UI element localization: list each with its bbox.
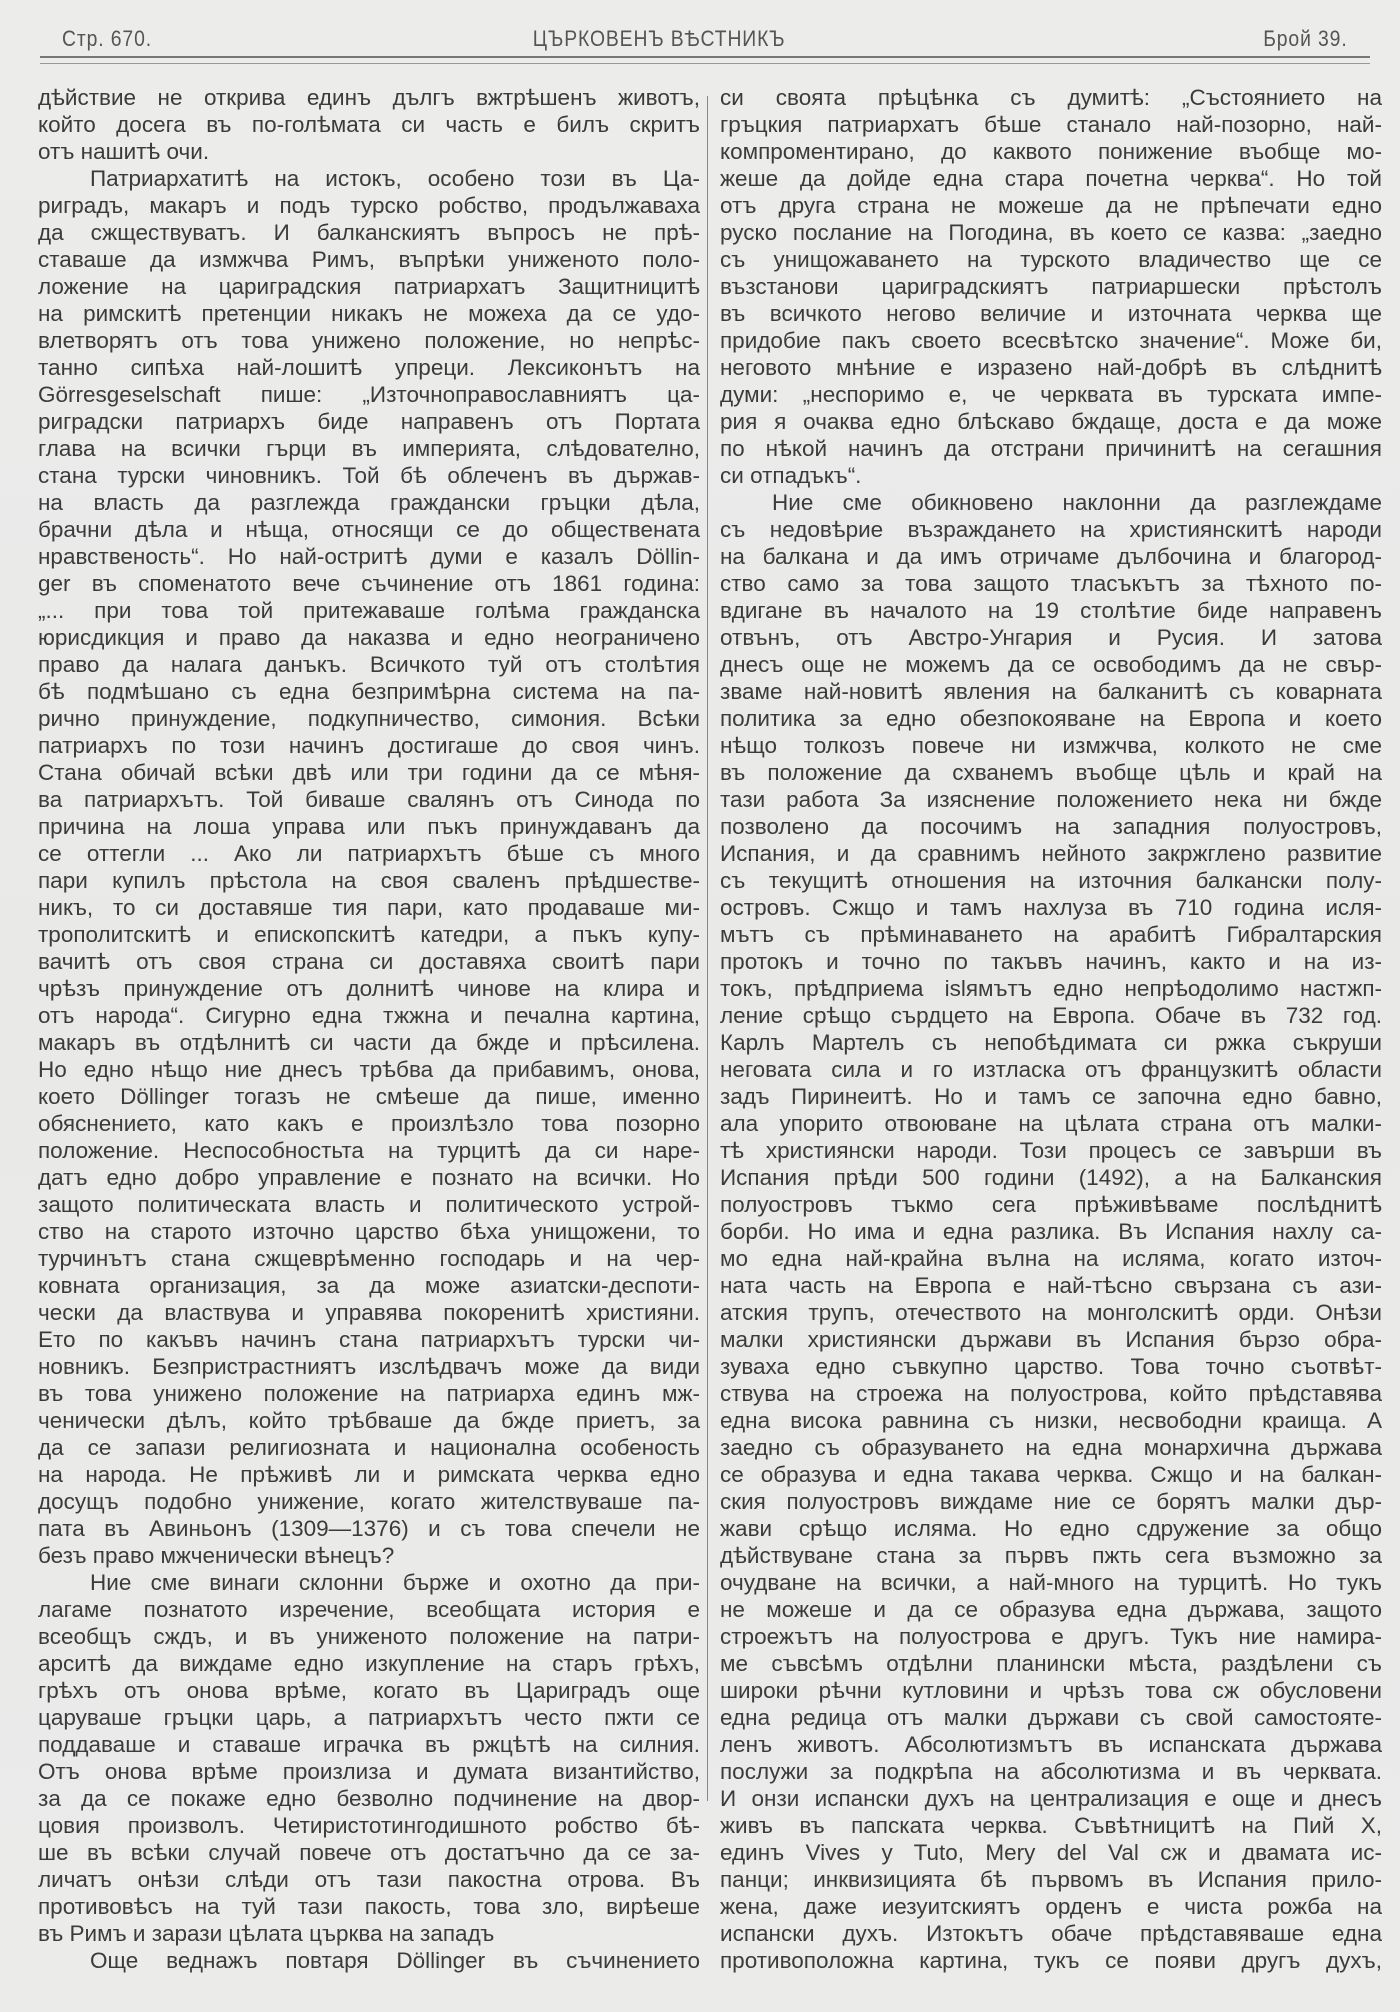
text-line: обяснението, като какъ е произлѣзло това позорно (38, 1111, 700, 1136)
text-line: нравственость“. Но най-остритѣ думи е казалъ Döllin- (38, 544, 700, 569)
text-line: Стана обичай всѣки двѣ или три години да се мѣня- (38, 760, 700, 785)
text-line: думи: „неспоримо е, че черквата въ турската импе- (720, 382, 1382, 407)
page-header (40, 22, 1360, 56)
text-line: въ положение да схванемъ въобще цѣль и край на (720, 760, 1382, 785)
text-line: мо една най-крайна вълна на исляма, когато източ- (720, 1246, 1382, 1271)
text-line: съ текущитѣ отношения на източния балкански полу- (720, 868, 1382, 893)
text-line: пата въ Авиньонъ (1309—1376) и съ това спечели не (38, 1516, 700, 1541)
text-line: ствува на строежа на полуострова, който прѣдставява (720, 1381, 1382, 1406)
text-line: една висока равнина съ низки, несвободни краища. А (720, 1408, 1382, 1433)
text-line: зуваха едно съвкупно царство. Това точно съотвѣт- (720, 1354, 1382, 1379)
text-line: да сжществуватъ. И балканскиятъ въпросъ не прѣ- (38, 220, 700, 245)
text-line: политика за едно обезпокояване на Европа и което (720, 706, 1382, 731)
text-line: което Döllinger тогазъ не смѣеше да пише, именно (38, 1084, 700, 1109)
text-line: макаръ въ отдѣлнитѣ си части да бжде и прѣсилена. (38, 1030, 700, 1055)
text-line: жеше да дойде една стара почетна черква“. Но той (720, 166, 1382, 191)
text-line: да се запази религиозната и национална особеность (38, 1435, 700, 1460)
text-line: личатъ онѣзи слѣди отъ тази пакостна отрова. Въ (38, 1867, 700, 1892)
text-line: въ това унижено положение на патриарха единъ мж- (38, 1381, 700, 1406)
text-line: тази работа За изяснение положението нека ни бжде (720, 787, 1382, 812)
text-line: отъ друга страна не можеше да не прѣпечати едно (720, 193, 1382, 218)
text-line: въ всичкото негово величие и източната черква ще (720, 301, 1382, 326)
text-line: послужи за подкрѣпа на абсолютизма и въ черквата. (720, 1759, 1382, 1784)
text-line: Ето по какъвъ начинъ стана патриархътъ турски чи- (38, 1327, 700, 1352)
text-line: ger въ споменатото вече съчинение отъ 1861 година: (38, 571, 700, 596)
text-line: съ унищожаването на турското владичество ще се (720, 247, 1382, 272)
text-line: малки християнски държави въ Испания бързо обра- (720, 1327, 1382, 1352)
text-line: ченически дѣлъ, който трѣбваше да бжде приетъ, за (38, 1408, 700, 1433)
text-line: протокъ и точно по такъвъ начинъ, както и на из- (720, 949, 1382, 974)
publication-title: ЦЪРКОВЕНЪ ВѢСТНИКЪ (532, 26, 786, 51)
text-line: грѣхъ отъ онова врѣме, когато въ Цариградъ още (38, 1678, 700, 1703)
text-line: досущъ подобно унижение, когато жителствуваше па- (38, 1489, 700, 1514)
text-line: строежътъ на полуострова е другъ. Тукъ ние намира- (720, 1624, 1382, 1649)
text-line: на власть да разглежда граждански гръцки дѣла, (38, 490, 700, 515)
text-line: Испания, и да сравнимъ нейното закржглено развитие (720, 841, 1382, 866)
text-line: чески да властвува и управява покоренитѣ християни. (38, 1300, 700, 1325)
text-line: мътъ съ прѣминаването на арабитѣ Гибралтарския (720, 922, 1382, 947)
text-line: островъ. Сжщо и тамъ нахлуза въ 710 година исля- (720, 895, 1382, 920)
text-line: стана турски чиновникъ. Той бѣ облеченъ въ държав- (38, 463, 700, 488)
text-line: Испания прѣди 500 години (1492), а на Балканския (720, 1165, 1382, 1190)
text-line: ложение на цариградския патриархатъ Защитницитѣ (38, 274, 700, 299)
text-line: противоположна картина, тукъ се появи другъ духъ, (720, 1948, 1382, 1973)
text-line: глава на всички гърци въ империята, слѣдователно, (38, 436, 700, 461)
text-line: Ние сме винаги склонни бърже и охотно да при- (90, 1570, 700, 1595)
text-line: гръцкия патриархатъ бѣше станало най-позорно, най- (720, 112, 1382, 137)
text-line: борби. Но има и една разлика. Въ Испания нахлу са- (720, 1219, 1382, 1244)
text-line: дѣйствие не открива единъ дългъ вжтрѣшенъ животъ, (38, 85, 700, 110)
text-line: ната часть на Европа е най-тѣсно свързана съ ази- (720, 1273, 1382, 1298)
text-line: задъ Пиринеитѣ. Но и тамъ се започна едно бавно, (720, 1084, 1382, 1109)
text-line: рично принуждение, подкупничество, симония. Всѣки (38, 706, 700, 731)
text-line: жави срѣщо исляма. Но едно сдружение за общо (720, 1516, 1382, 1541)
text-line: зваме най-новитѣ явления на балканитѣ съ коварната (720, 679, 1382, 704)
text-line: панци; инквизицията бѣ първомъ въ Испания прило- (720, 1867, 1382, 1892)
text-line: възстанови цариградскиятъ патриаршески прѣстолъ (720, 274, 1382, 299)
text-line: датъ едно добро управление е познато на всички. Но (38, 1165, 700, 1190)
text-line: трополитскитѣ и епископскитѣ катедри, а пъкъ купу- (38, 922, 700, 947)
text-line: полуостровъ тъкмо сега прѣживѣваме послѣднитѣ (720, 1192, 1382, 1217)
text-line: лагаме познатото изречение, всеобщата история е (38, 1597, 700, 1622)
text-line: токъ, прѣдприема islямътъ едно непрѣодолимо настжп- (720, 976, 1382, 1001)
text-line: нѣщо толкозъ повече ни измжчва, колкото не сме (720, 733, 1382, 758)
text-line: който досега въ по-голѣмата си часть е билъ скритъ (38, 112, 700, 137)
text-line: защото политическата власть и политическото устрой- (38, 1192, 700, 1217)
text-line: Още веднажъ повтаря Döllinger въ съчинението (90, 1948, 700, 1973)
text-line: И онзи испански духъ на централизация е още и днесъ (720, 1786, 1382, 1811)
text-line: за да се покаже едно безволно подчинение на двор- (38, 1786, 700, 1811)
text-line: бѣ подмѣшано съ една безпримѣрна система на па- (38, 679, 700, 704)
text-line: право да налага данъкъ. Всичкото туй отъ столѣтия (38, 652, 700, 677)
text-line: влетворятъ отъ това унижено положение, но непрѣс- (38, 328, 700, 353)
page-number: Стр. 670. (62, 26, 152, 51)
issue-number: Брой 39. (1263, 26, 1348, 51)
text-line: ленъ животъ. Абсолютизмътъ въ испанската държава (720, 1732, 1382, 1757)
text-line: отъ народа“. Сигурно една тжжна и печална картина, (38, 1003, 700, 1028)
text-line: се оттегли ... Ако ли патриархътъ бѣше съ много (38, 841, 700, 866)
column-divider (707, 96, 708, 1801)
text-line: широки рѣчни кутловини и чрѣзъ това сж обусловени (720, 1678, 1382, 1703)
text-line: вдигане въ началото на 19 столѣтие биде направенъ (720, 598, 1382, 623)
text-line: неговата сила и го изтласка отъ французкитѣ области (720, 1057, 1382, 1082)
text-line: ство на старото източно царство бѣха унищожени, то (38, 1219, 700, 1244)
text-line: новникъ. Безпристрастниятъ изслѣдвачъ може да види (38, 1354, 700, 1379)
text-line: компроментирано, до каквото понижение въобще мо- (720, 139, 1382, 164)
text-line: си своята прѣцѣнка съ думитѣ: „Състоянието на (720, 85, 1382, 110)
text-line: ала упорито отвоюване на цѣлата страна отъ малки- (720, 1111, 1382, 1136)
text-line: ление срѣщо сърдцето на Европа. Обаче въ 732 год. (720, 1003, 1382, 1028)
text-line: Но едно нѣщо ние днесъ трѣбва да прибавимъ, онова, (38, 1057, 700, 1082)
right-column (720, 84, 1382, 1974)
text-line: безъ право мжченически вѣнецъ? (38, 1543, 395, 1568)
text-line: цовия произволъ. Четиристотингодишното робство бѣ- (38, 1813, 700, 1838)
text-line: риградъ, макаръ и подъ турско робство, продължаваха (38, 193, 700, 218)
text-line: дѣйствуване стана за първъ пжть сега възможно за (720, 1543, 1382, 1568)
text-line: ставаше да измжчва Римъ, въпрѣки униженото поло- (38, 247, 700, 272)
text-line: брачни дѣла и нѣща, относящи се до обществената (38, 517, 700, 542)
text-line: чрѣзъ принуждение отъ долнитѣ чинове на клира и (38, 976, 700, 1001)
text-line: юрисдикция и право да наказва и едно неограничено (38, 625, 700, 650)
text-line: всеобщъ сждъ, и въ униженото положение на патри- (38, 1624, 700, 1649)
text-line: по нѣкой начинъ да отстрани причинитѣ на сегашния (720, 436, 1382, 461)
text-line: на римскитѣ претенции никакъ не можеха да се удо- (38, 301, 700, 326)
text-line: жена, даже иезуитскиятъ орденъ е чиста рожба на (720, 1894, 1382, 1919)
text-line: пари купилъ прѣстола на своя сваленъ прѣдшестве- (38, 868, 700, 893)
text-line: единъ Vives y Tuto, Mery del Val сж и двамата ис- (720, 1840, 1382, 1865)
text-line: придобие пакъ своето всесвѣтско значение“. Може би, (720, 328, 1382, 353)
text-line: очудване на всички, а най-много на турцитѣ. Но тукъ (720, 1570, 1382, 1595)
text-line: отвънъ, отъ Австро-Унгария и Русия. И затова (720, 625, 1382, 650)
text-line: отъ нашитѣ очи. (38, 139, 210, 164)
text-line: си отпадъкъ“. (720, 463, 862, 488)
text-line: патриархъ по този начинъ достигаше до своя чинъ. (38, 733, 700, 758)
text-line: вачитѣ отъ своя страна си доставяха своитѣ пари (38, 949, 700, 974)
text-line: руско послание на Погодина, въ което се казва: „заедно (720, 220, 1382, 245)
text-line: противовѣсъ на туй тази пакость, това зло, вирѣеше (38, 1894, 700, 1919)
text-line: Отъ онова врѣме произлиза и думата византийство, (38, 1759, 700, 1784)
text-line: риградски патриархъ биде направенъ отъ Портата (38, 409, 700, 434)
text-line: Патриархатитѣ на истокъ, особено този въ Ца- (90, 166, 700, 191)
text-line: арситѣ да виждаме едно изкупление на старъ грѣхъ, (38, 1651, 700, 1676)
header-rule (40, 56, 1370, 64)
left-column (38, 84, 700, 1974)
text-line: въ Римъ и зарази цѣлата църква на западъ (38, 1921, 495, 1946)
text-line: ва патриархътъ. Той биваше свалянъ отъ Синода по (38, 787, 700, 812)
text-line: Карлъ Мартелъ съ непобѣдимата си ржка съкруши (720, 1030, 1382, 1055)
text-line: Görresgeselschaft пише: „Източноправославниятъ ца- (38, 382, 700, 407)
text-line: не можеше и да се образува една държава, защото (720, 1597, 1382, 1622)
text-line: позволено да посочимъ на западния полуостровъ, (720, 814, 1382, 839)
text-line: царуваше гръцки царь, а патриархътъ често пжти се (38, 1705, 700, 1730)
text-line: ство само за това защото тласъкътъ за тѣхното по- (720, 571, 1382, 596)
text-line: ме съвсѣмъ отдѣлни планински мѣста, раздѣлени съ (720, 1651, 1382, 1676)
text-line: испански духъ. Изтокътъ обаче прѣдставяваше една (720, 1921, 1382, 1946)
text-line: живъ въ папската черква. Съвѣтницитѣ на Пий X, (720, 1813, 1382, 1838)
text-line: на балкана и да имъ отричаме дълбочина и благород- (720, 544, 1382, 569)
text-line: ския полуостровъ виждаме ние се борятъ малки дър- (720, 1489, 1382, 1514)
text-line: причина на лоша управа или пъкъ принуждаванъ да (38, 814, 700, 839)
text-line: турчинътъ стана сжщеврѣменно господарь и на чер- (38, 1246, 700, 1271)
text-line: „... при това той притежаваше голѣма гражданска (38, 598, 700, 623)
text-line: поддаваше и ставаше играчка въ ржцѣтѣ на силния. (38, 1732, 700, 1757)
text-line: танно сипѣха най-лошитѣ упреци. Лексиконътъ на (38, 355, 700, 380)
text-line: една редица отъ малки държави съ свой самостояте- (720, 1705, 1382, 1730)
text-line: ше въ всѣки случай повече отъ достатъчно да се за- (38, 1840, 700, 1865)
text-line: тѣ християнски народи. Този процесъ се завърши въ (720, 1138, 1382, 1163)
text-line: неговото мнѣние е изразено най-добрѣ въ слѣднитѣ (720, 355, 1382, 380)
text-line: Ние сме обикновено наклонни да разглеждаме (772, 490, 1382, 515)
text-line: атския трупъ, отечеството на монголскитѣ орди. Онѣзи (720, 1300, 1382, 1325)
text-line: никъ, то си доставяше тия пари, като продаваше ми- (38, 895, 700, 920)
text-line: рия я очаква едно блѣскаво бждаще, доста е да може (720, 409, 1382, 434)
text-line: на народа. Не прѣживѣ ли и римската черква едно (38, 1462, 700, 1487)
text-line: ковната организация, за да може азиатски-деспоти- (38, 1273, 700, 1298)
text-line: съ недовѣрие възраждането на християнскитѣ народи (720, 517, 1382, 542)
text-line: заедно съ образуването на една монархична държава (720, 1435, 1382, 1460)
text-line: се образува и една такава черква. Сжщо и на балкан- (720, 1462, 1382, 1487)
text-line: днесъ още не можемъ да се освободимъ да не свър- (720, 652, 1382, 677)
text-line: положение. Неспособностьта на турцитѣ да си наре- (38, 1138, 700, 1163)
